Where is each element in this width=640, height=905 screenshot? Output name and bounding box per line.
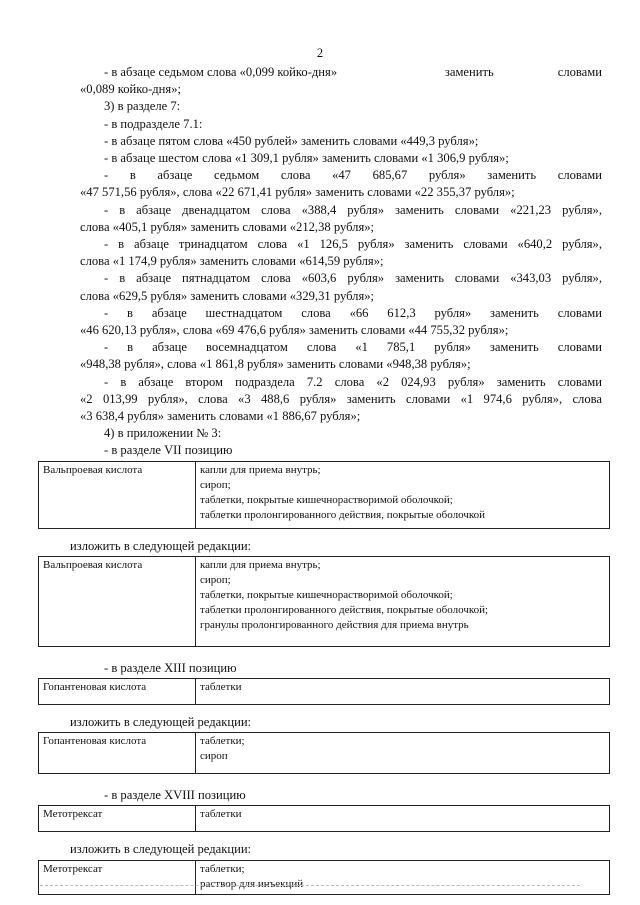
paragraph-line: «2 013,99 рубля», слова «3 488,6 рубля» заменить словами «1 974,6 рубля», слова <box>80 391 602 406</box>
text-fragment: - в абзаце седьмом слова «0,099 койко-дня» <box>104 65 338 79</box>
paragraph-line <box>80 64 602 81</box>
paragraph-line: 3) в разделе 7: <box>104 99 181 114</box>
drug-position-table <box>38 805 610 832</box>
dosage-form: таблетки; <box>200 735 245 748</box>
paragraph-line: - в абзаце двенадцатом слова «388,4 рубля» заменить словами «221,23 рубля», <box>104 202 602 217</box>
table-row <box>39 679 610 705</box>
paragraph-line: «46 620,13 рубля», слова «69 476,6 рубля» заменить словами «44 755,32 рубля»; <box>80 323 509 338</box>
dosage-form: таблетки <box>200 808 242 821</box>
page-number: 2 <box>316 46 324 60</box>
table-row <box>39 733 610 774</box>
dosage-form: таблетки <box>200 681 242 694</box>
drug-name-cell: Вальпроевая кислота <box>39 461 196 528</box>
dosage-forms-cell <box>196 733 610 774</box>
paragraph-line: «47 571,56 рубля», слова «22 671,41 рубля» заменить словами «22 355,37 рубля»; <box>80 185 515 200</box>
scan-footer-artifact <box>40 885 580 886</box>
dosage-form: таблетки пролонгированного действия, покрытые оболочкой <box>200 508 486 521</box>
table-row <box>39 860 610 894</box>
dosage-form: таблетки; <box>200 862 245 875</box>
text-fragment: словами <box>557 65 602 79</box>
text-fragment: заменить <box>444 65 494 79</box>
redaction-label: изложить в следующей редакции: <box>70 842 252 857</box>
drug-position-table <box>38 556 610 647</box>
drug-name-cell: Гопантеновая кислота <box>39 679 196 705</box>
dosage-form: таблетки, покрытые кишечнорастворимой оболочкой; <box>200 588 453 601</box>
paragraph-line: «3 638,4 рубля» заменить словами «1 886,67 рубля»; <box>80 409 361 424</box>
dosage-form: сироп; <box>200 478 231 491</box>
dosage-form: сироп; <box>200 573 231 586</box>
drug-position-table <box>38 732 610 774</box>
section-line: - в разделе XVIII позицию <box>104 788 246 803</box>
paragraph-line: слова «1 174,9 рубля» заменить словами «614,59 рубля»; <box>80 254 384 269</box>
drug-position-table <box>38 678 610 705</box>
dosage-forms-cell <box>196 461 610 528</box>
redaction-label: изложить в следующей редакции: <box>70 715 252 730</box>
paragraph-line: «948,38 рубля», слова «1 861,8 рубля» заменить словами «948,38 рубля»; <box>80 357 471 372</box>
document-body <box>43 64 602 895</box>
dosage-form: таблетки, покрытые кишечнорастворимой оболочкой; <box>200 493 453 506</box>
dosage-form: гранулы пролонгированного действия для приема внутрь <box>200 618 469 631</box>
table-row <box>39 806 610 832</box>
dosage-forms-cell <box>196 556 610 646</box>
paragraph-line: - в абзаце втором подраздела 7.2 слова «2 024,93 рубля» заменить словами <box>104 374 602 389</box>
paragraph-line: слова «629,5 рубля» заменить словами «329,31 рубля»; <box>80 288 375 303</box>
paragraph-line: - в абзаце седьмом слова «47 685,67 рубля» заменить словами <box>104 168 602 183</box>
table-row <box>39 556 610 646</box>
paragraph-line: - в подразделе 7.1: <box>104 116 203 131</box>
paragraph-line: - в разделе VII позицию <box>104 443 233 458</box>
redaction-label: изложить в следующей редакции: <box>70 538 252 553</box>
paragraph-line: «0,089 койко-дня»; <box>80 82 182 97</box>
drug-name-cell: Метотрексат <box>39 806 196 832</box>
drug-position-table <box>38 461 610 529</box>
paragraph-line: 4) в приложении № 3: <box>104 426 222 441</box>
paragraph-line: - в абзаце пятом слова «450 рублей» заменить словами «449,3 рубля»; <box>104 133 479 148</box>
dosage-form: раствор для инъекций <box>200 877 304 890</box>
dosage-form: таблетки пролонгированного действия, покрытые оболочкой; <box>200 603 489 616</box>
dosage-form: сироп <box>200 750 228 763</box>
dosage-forms-cell <box>196 860 610 894</box>
drug-position-table <box>38 860 610 895</box>
paragraph-line: - в абзаце шестнадцатом слова «66 612,3 рубля» заменить словами <box>104 305 602 320</box>
paragraph-line: - в абзаце пятнадцатом слова «603,6 рубля» заменить словами «343,03 рубля», <box>104 271 602 286</box>
drug-name-cell: Метотрексат <box>39 860 196 894</box>
section-line: - в разделе XIII позицию <box>104 660 237 675</box>
dosage-forms-cell <box>196 679 610 705</box>
paragraph-line: - в абзаце восемнадцатом слова «1 785,1 рубля» заменить словами <box>104 340 602 355</box>
table-row <box>39 461 610 528</box>
dosage-form: капли для приема внутрь; <box>200 463 321 476</box>
dosage-forms-cell <box>196 806 610 832</box>
paragraph-line: - в абзаце тринадцатом слова «1 126,5 рубля» заменить словами «640,2 рубля», <box>104 237 602 252</box>
paragraph-line: - в абзаце шестом слова «1 309,1 рубля» заменить словами «1 306,9 рубля»; <box>104 151 509 166</box>
drug-name-cell: Вальпроевая кислота <box>39 556 196 646</box>
paragraph-line: слова «405,1 рубля» заменить словами «212,38 рубля»; <box>80 219 375 234</box>
drug-name-cell: Гопантеновая кислота <box>39 733 196 774</box>
dosage-form: капли для приема внутрь; <box>200 558 321 571</box>
